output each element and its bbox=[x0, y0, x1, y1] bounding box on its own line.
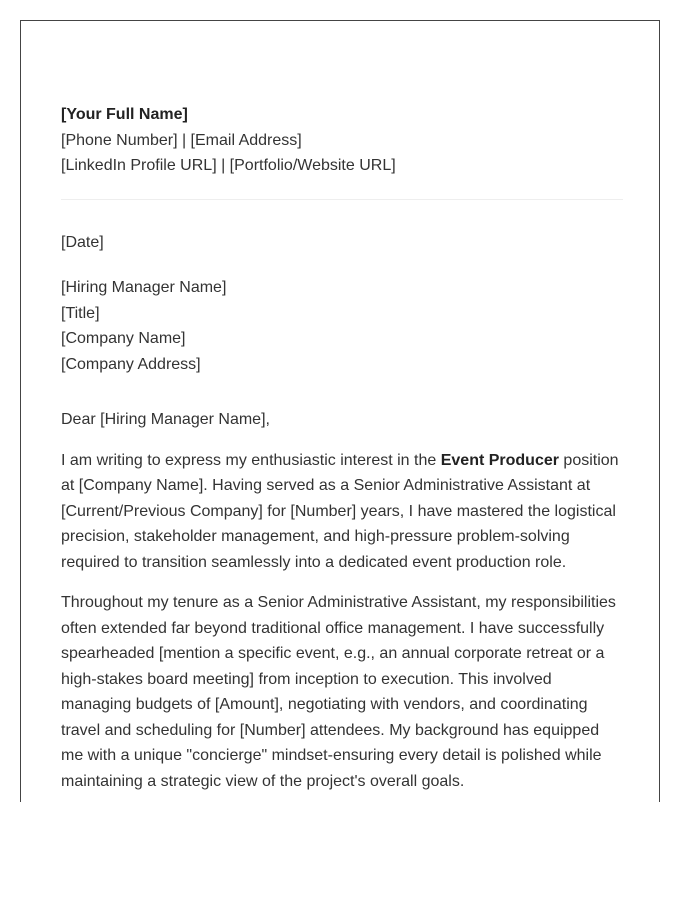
sender-contact: [Phone Number] | [Email Address] bbox=[61, 131, 302, 149]
letter-date: [Date] bbox=[61, 233, 104, 251]
paragraph-1-text-before: I am writing to express my enthusiastic interest in the bbox=[61, 451, 441, 469]
sender-header bbox=[61, 102, 623, 179]
recipient-manager: [Hiring Manager Name] bbox=[61, 279, 227, 296]
sender-links: [LinkedIn Profile URL] | [Portfolio/Website URL] bbox=[61, 157, 396, 174]
recipient-title: [Title] bbox=[61, 304, 100, 322]
recipient-company: [Company Name] bbox=[61, 330, 186, 347]
salutation: Dear [Hiring Manager Name], bbox=[61, 411, 270, 428]
sender-name: [Your Full Name] bbox=[61, 106, 188, 123]
body-paragraph-1 bbox=[61, 448, 623, 576]
paragraph-1-text-after: position at [Company Name]. Having served as a Senior Administrative Assistant at [Current/Previous Company] for [Number] years, I have mastered the logistical precision, stakeholder management, and high-pressure problem-solving required to transition seamlessly into a dedicated event production role. bbox=[61, 451, 619, 571]
letter-content bbox=[61, 102, 623, 794]
body-paragraph-2: Throughout my tenure as a Senior Administrative Assistant, my responsibilities often extended far beyond traditional office management. I have successfully spearheaded [mention a specific event, e.g., an annual corporate retreat or a high-stakes board meeting] from inception to execution. This involved managing budgets of [Amount], negotiating with vendors, and coordinating travel and scheduling for [Number] attendees. My background has equipped me with a unique "concierge" mindset-ensuring every detail is polished while maintaining a strategic view of the project's overall goals. bbox=[61, 594, 616, 790]
header-divider bbox=[61, 199, 623, 200]
recipient-address: [Company Address] bbox=[61, 355, 201, 373]
letter-page bbox=[20, 20, 660, 802]
position-title: Event Producer bbox=[440, 451, 559, 469]
recipient-block bbox=[61, 275, 623, 377]
